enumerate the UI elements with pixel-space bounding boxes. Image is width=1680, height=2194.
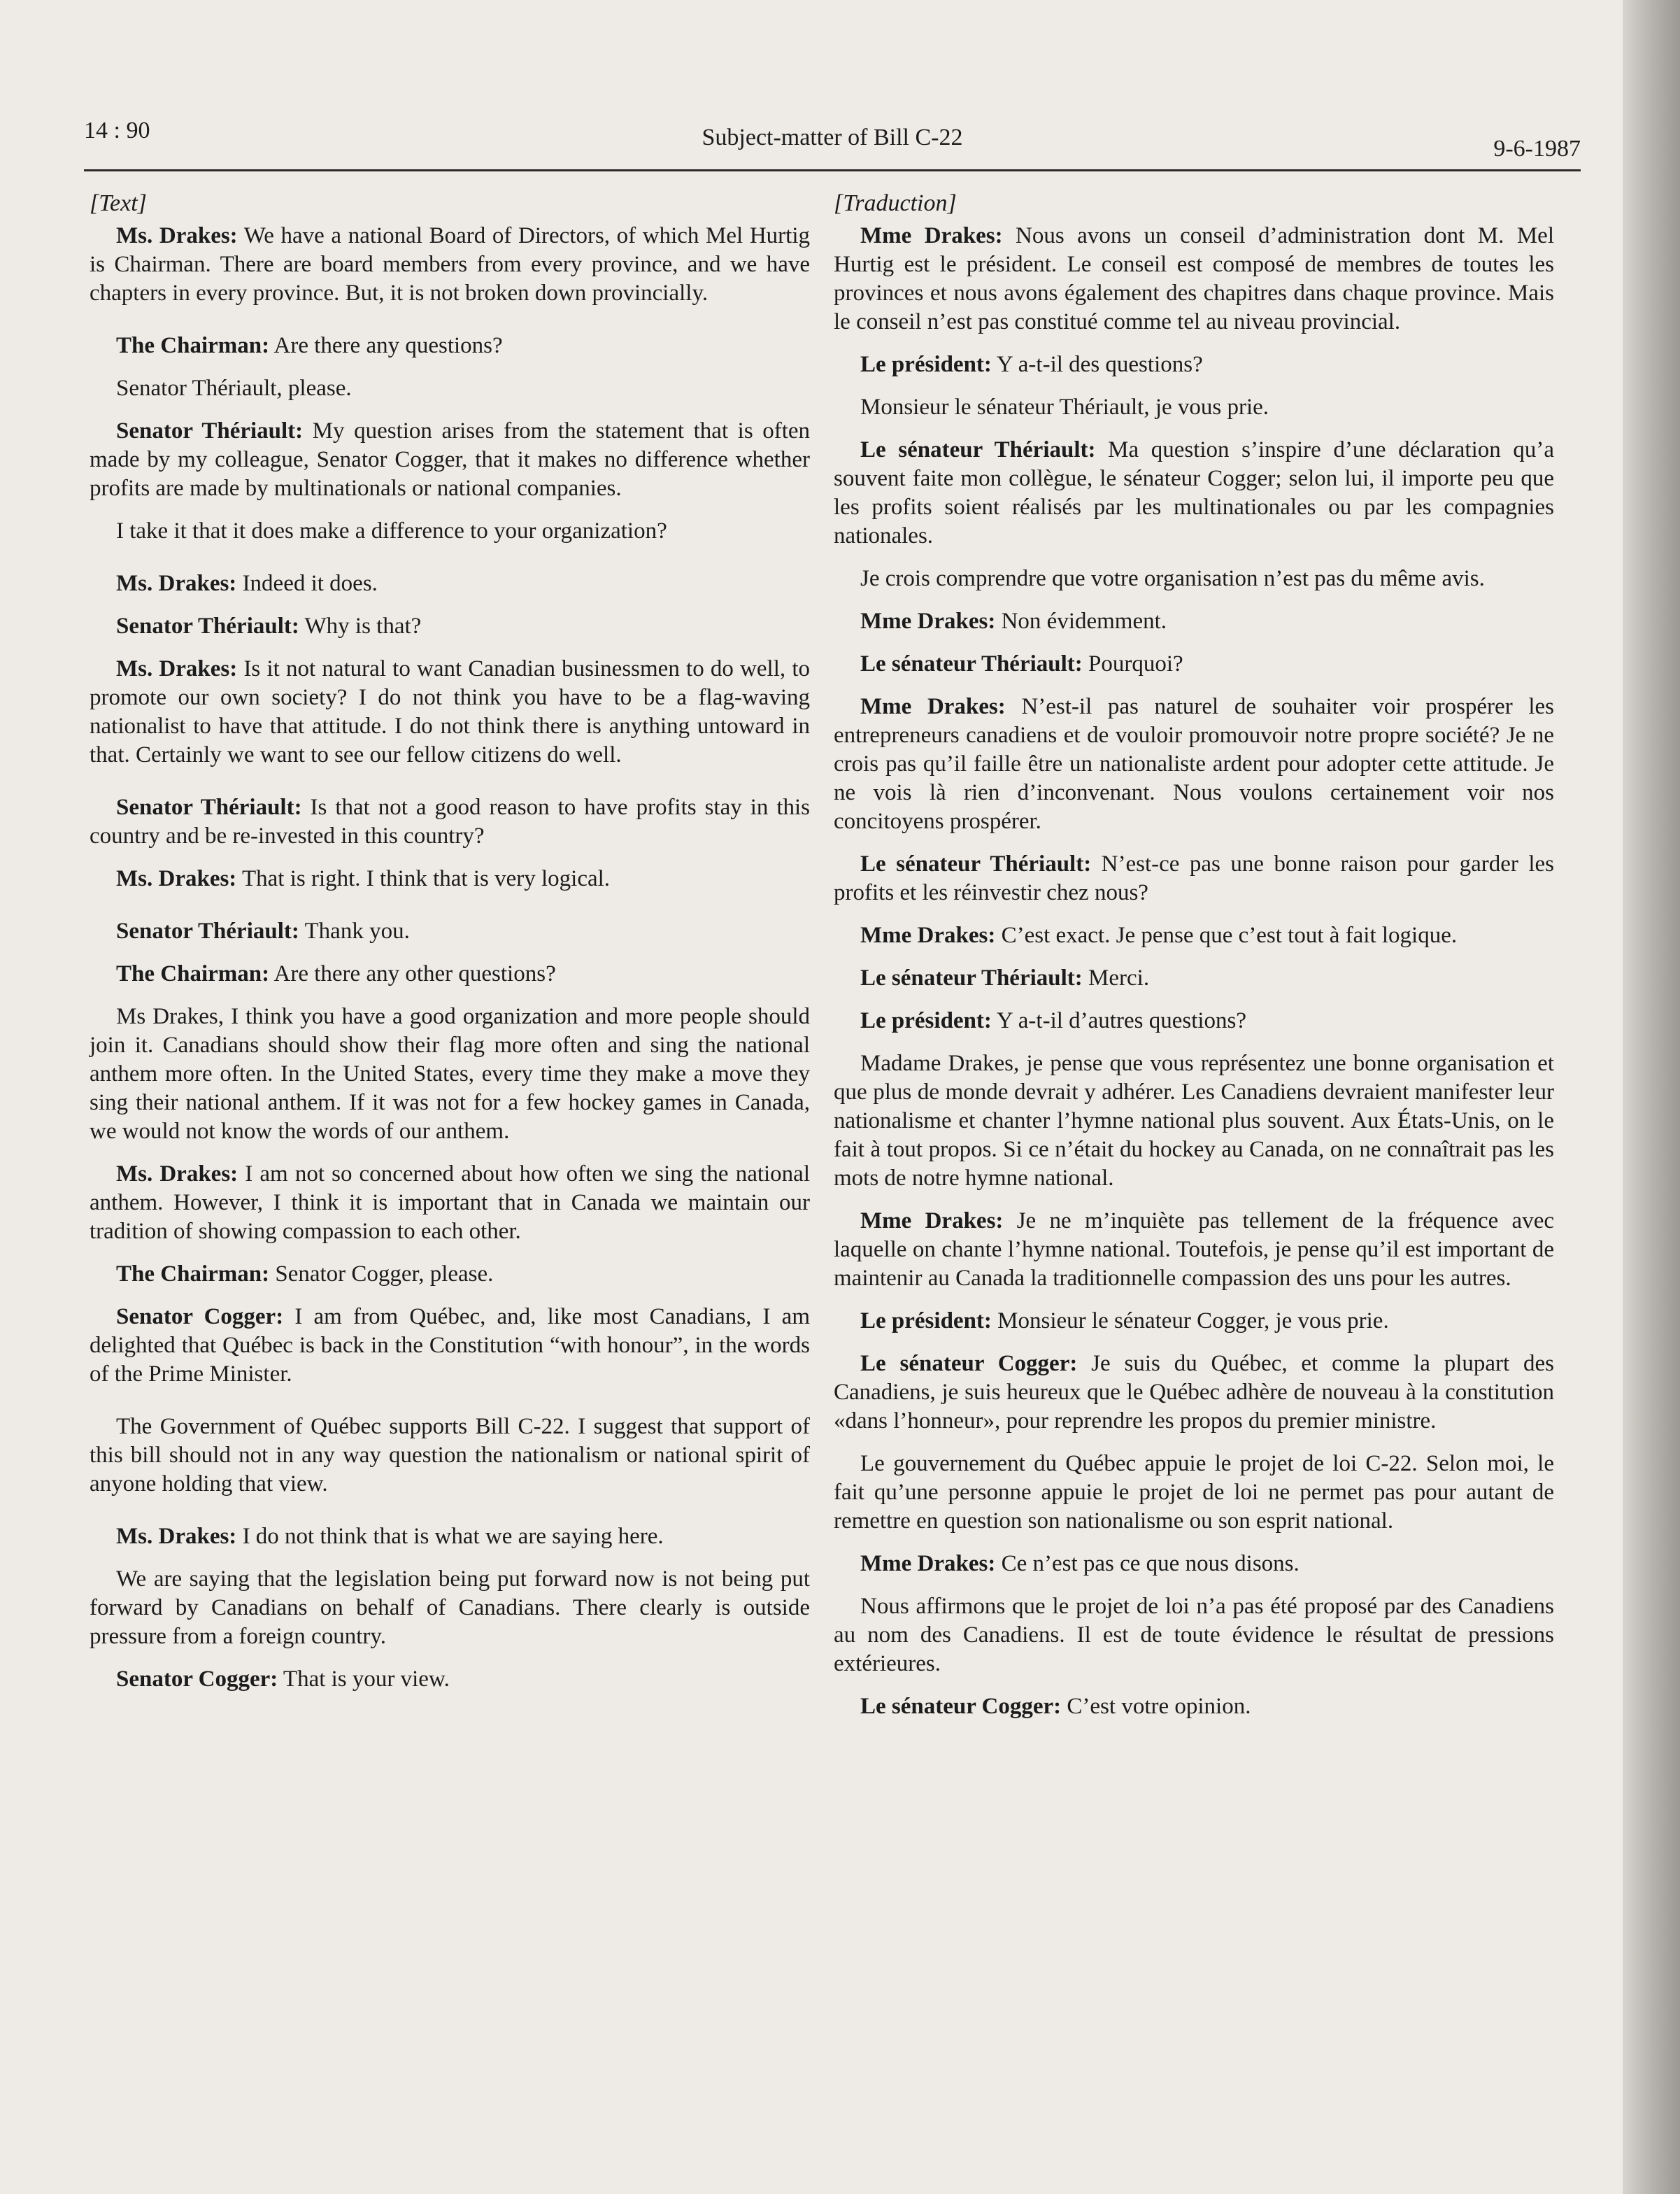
running-title: Subject-matter of Bill C-22: [702, 125, 963, 150]
speaker-name: Ms. Drakes:: [116, 1524, 237, 1549]
transcript-paragraph: [834, 222, 1554, 337]
speech-text: Are there any other questions?: [269, 961, 556, 986]
speech-text: I take it that it does make a difference to your organization?: [116, 518, 667, 544]
page-date: 9-6-1987: [1493, 136, 1581, 162]
speech-text: I am from Québec, and, like most Canadians, I am delighted that Québec is back in the Constitution “with honour”, in the words of the Prime Minister.: [90, 1304, 810, 1387]
speaker-name: Le président:: [860, 1308, 992, 1333]
transcript-paragraph: [90, 332, 810, 360]
english-column: [90, 189, 810, 1708]
speech-text: Nous avons un conseil d’administration dont M. Mel Hurtig est le président. Le conseil est composé de membres de toutes les provinces et nous avons également des chapitres dans chaque province. Mais le conseil n’est pas constitué comme tel au niveau provincial.: [834, 223, 1554, 334]
speech-text: N’est-il pas naturel de souhaiter voir prospérer les entrepreneurs canadiens et de vouloir promouvoir notre propre société? Je ne crois pas qu’il faille être un nationaliste ardent pour adopter cette attitude. Je ne vois là rien d’inconvenant. Nous voulons certainement voir nos concitoyens prospérer.: [834, 694, 1555, 834]
transcript-paragraph: [834, 1592, 1554, 1678]
page-number: 14 : 90: [84, 118, 150, 143]
speech-text: Non évidemment.: [995, 609, 1167, 634]
french-column: [834, 189, 1554, 1735]
speech-text: My question arises from the statement that is often made by my colleague, Senator Cogger, that it makes no difference whether profits are made by multinationals or national companies.: [90, 418, 811, 501]
speech-text: Ms Drakes, I think you have a good organization and more people should join it. Canadians should show their flag more often and sing the national anthem more often. In the United States, every time they make a move they sing their national anthem. If it was not for a few hockey games in Canada, we would not know the words of our anthem.: [90, 1004, 810, 1144]
page-header: [84, 118, 1581, 167]
speaker-name: Le sénateur Thériault:: [860, 965, 1083, 991]
speech-text: Madame Drakes, je pense que vous représentez une bonne organisation et que plus de monde devrait y adhérer. Les Canadiens devraient manifester leur nationalisme et chanter l’hymne national plus souvent. Aux États-Unis, on le fait à tout propos. Si ce n’était du hockey au Canada, on ne connaîtrait pas les mots de notre hymne national.: [834, 1051, 1554, 1191]
speech-text: Je suis du Québec, et comme la plupart des Canadiens, je suis heureux que le Québec adhère de nouveau à la constitution «dans l’honneur», pour reprendre les propos du premier ministre.: [834, 1351, 1555, 1434]
transcript-paragraph: [834, 1007, 1554, 1035]
speaker-name: Le président:: [860, 1008, 992, 1033]
speaker-name: Mme Drakes:: [860, 223, 1003, 248]
speaker-name: Ms. Drakes:: [116, 571, 237, 596]
speech-text: That is your view.: [278, 1666, 450, 1692]
speaker-name: Senator Thériault:: [116, 795, 302, 820]
transcript-paragraph: [90, 1565, 810, 1651]
transcript-paragraph: [834, 1692, 1554, 1721]
speaker-name: Mme Drakes:: [860, 1208, 1004, 1233]
transcript-paragraph: [834, 351, 1554, 379]
transcript-paragraph: [834, 436, 1554, 551]
transcript-paragraph: [90, 1522, 810, 1551]
transcript-paragraph: [90, 793, 810, 851]
speaker-name: Mme Drakes:: [860, 923, 996, 948]
speaker-name: Senator Thériault:: [116, 919, 299, 944]
speech-text: We have a national Board of Directors, of which Mel Hurtig is Chairman. There are board members from every province, and we have chapters in every province. But, it is not broken down provincially.: [90, 223, 810, 306]
speech-text: Are there any questions?: [269, 333, 503, 358]
speaker-name: Ms. Drakes:: [116, 866, 237, 891]
speech-text: Is it not natural to want Canadian businessmen to do well, to promote our own society? I do not think you have to be a flag-waving nationalist to have that attitude. I do not think there is anything untoward in that. Certainly we want to see our fellow citizens do well.: [90, 656, 810, 767]
speaker-name: Mme Drakes:: [860, 1551, 996, 1576]
transcript-paragraph: [90, 517, 810, 546]
speech-text: I do not think that is what we are saying here.: [236, 1524, 664, 1549]
speaker-name: Mme Drakes:: [860, 694, 1006, 719]
transcript-paragraph: [90, 612, 810, 641]
speech-text: Pourquoi?: [1082, 651, 1183, 677]
transcript-paragraph: [834, 1450, 1554, 1536]
transcript-paragraph: [834, 607, 1554, 636]
transcript-paragraph: [834, 393, 1554, 422]
speaker-name: Senator Cogger:: [116, 1666, 278, 1692]
header-rule: [84, 169, 1581, 171]
speech-text: Merci.: [1082, 965, 1150, 991]
transcript-paragraph: [90, 1160, 810, 1246]
transcript-paragraph: [834, 1307, 1554, 1336]
transcript-paragraph: [90, 1413, 810, 1499]
transcript-paragraph: [90, 655, 810, 770]
transcript-paragraph: [834, 1207, 1554, 1293]
speaker-name: The Chairman:: [116, 961, 270, 986]
speech-text: Indeed it does.: [236, 571, 378, 596]
speech-text: Nous affirmons que le projet de loi n’a pas été proposé par des Canadiens au nom des Canadiens. Il est de toute évidence le résultat de pressions extérieures.: [834, 1594, 1554, 1676]
speaker-name: Le sénateur Thériault:: [860, 651, 1083, 677]
transcript-paragraph: [834, 1350, 1554, 1436]
speaker-name: Senator Thériault:: [116, 418, 304, 444]
transcript-paragraph: [90, 569, 810, 598]
language-tag-text: [Text]: [90, 190, 147, 216]
transcript-paragraph: [90, 1003, 810, 1146]
transcript-paragraph: [90, 960, 810, 989]
speaker-name: Ms. Drakes:: [116, 223, 238, 248]
page-binding-shadow: [1623, 0, 1680, 2194]
transcript-paragraph: [90, 1303, 810, 1389]
speaker-name: Le sénateur Thériault:: [860, 851, 1092, 877]
speech-text: Je crois comprendre que votre organisation n’est pas du même avis.: [860, 566, 1485, 591]
transcript-paragraph: [90, 374, 810, 403]
speaker-name: Senator Thériault:: [116, 614, 299, 639]
speaker-name: Le sénateur Cogger:: [860, 1694, 1062, 1719]
speech-text: Thank you.: [299, 919, 410, 944]
speech-text: Monsieur le sénateur Thériault, je vous prie.: [860, 395, 1269, 420]
speech-text: Ce n’est pas ce que nous disons.: [995, 1551, 1300, 1576]
speech-text: Why is that?: [299, 614, 422, 639]
speaker-name: Le président:: [860, 352, 992, 377]
speech-text: Ma question s’inspire d’une déclaration qu’a souvent faite mon collègue, le sénateur Cogger; selon lui, il importe peu que les profits soient réalisés par les multinationales ou par les compagnies nationales.: [834, 437, 1554, 548]
transcript-paragraph: [834, 1049, 1554, 1193]
transcript-paragraph: [834, 565, 1554, 593]
transcript-paragraph: [834, 1550, 1554, 1578]
transcript-paragraph: [90, 417, 810, 503]
transcript-paragraph: [90, 917, 810, 946]
speech-text: The Government of Québec supports Bill C-22. I suggest that support of this bill should not in any way question the nationalism or national spirit of anyone holding that view.: [90, 1414, 810, 1496]
speaker-name: The Chairman:: [116, 1261, 270, 1287]
speaker-name: Ms. Drakes:: [116, 656, 238, 681]
transcript-paragraph: [834, 650, 1554, 679]
speech-text: Je ne m’inquiète pas tellement de la fréquence avec laquelle on chante l’hymne national. Toutefois, je pense qu’il est important de maintenir au Canada la traditionnelle compassion des uns pour les autres.: [834, 1208, 1554, 1291]
speaker-name: Le sénateur Thériault:: [860, 437, 1096, 462]
transcript-paragraph: [90, 865, 810, 893]
language-tag-traduction: [Traduction]: [834, 190, 957, 216]
speech-text: Le gouvernement du Québec appuie le projet de loi C-22. Selon moi, le fait qu’une personne appuie le projet de loi ne permet pas pour autant de remettre en question son nationalisme ou son esprit national.: [834, 1451, 1554, 1534]
speech-text: Y a-t-il des questions?: [991, 352, 1203, 377]
speaker-name: Mme Drakes:: [860, 609, 996, 634]
speech-text: We are saying that the legislation being put forward now is not being put forward by Canadians on behalf of Canadians. There clearly is outside pressure from a foreign country.: [90, 1566, 810, 1649]
transcript-paragraph: [834, 964, 1554, 993]
speech-text: C’est votre opinion.: [1061, 1694, 1251, 1719]
speaker-name: The Chairman:: [116, 333, 270, 358]
speech-text: Monsieur le sénateur Cogger, je vous prie.: [991, 1308, 1389, 1333]
speech-text: Is that not a good reason to have profits stay in this country and be re-invested in this country?: [90, 795, 810, 849]
transcript-paragraph: [834, 921, 1554, 950]
speaker-name: Ms. Drakes:: [116, 1161, 239, 1187]
speech-text: Y a-t-il d’autres questions?: [991, 1008, 1247, 1033]
transcript-paragraph: [90, 1665, 810, 1694]
speech-text: Senator Cogger, please.: [269, 1261, 494, 1287]
speech-text: That is right. I think that is very logical.: [236, 866, 611, 891]
transcript-paragraph: [90, 222, 810, 308]
transcript-paragraph: [90, 1260, 810, 1289]
speaker-name: Le sénateur Cogger:: [860, 1351, 1078, 1376]
speaker-name: Senator Cogger:: [116, 1304, 284, 1329]
speech-text: Senator Thériault, please.: [116, 376, 352, 401]
speech-text: C’est exact. Je pense que c’est tout à fait logique.: [995, 923, 1458, 948]
speech-text: I am not so concerned about how often we sing the national anthem. However, I think it is important that in Canada we maintain our tradition of showing compassion to each other.: [90, 1161, 810, 1244]
transcript-paragraph: [834, 693, 1554, 836]
transcript-paragraph: [834, 850, 1554, 907]
speech-text: N’est-ce pas une bonne raison pour garder les profits et les réinvestir chez nous?: [834, 851, 1554, 905]
